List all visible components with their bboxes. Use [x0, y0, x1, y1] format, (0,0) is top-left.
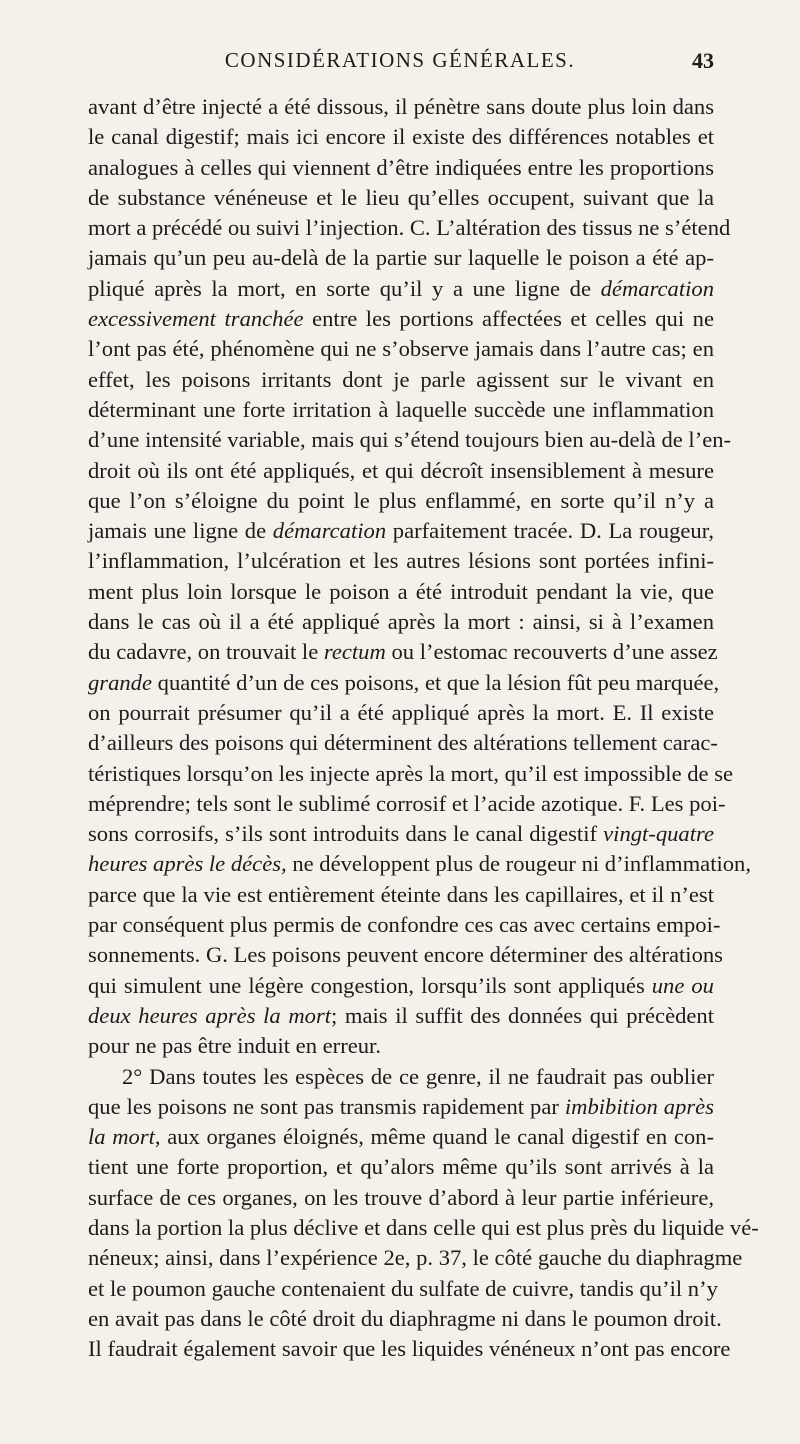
text-segment: qui simulent une légère congestion, lorsqu’ils sont appliqués — [88, 972, 652, 998]
text-segment: effet, les poisons irritants dont je parle agissent sur le vivant en — [88, 366, 714, 392]
text-segment: avant d’être injecté a été dissous, il pénètre sans doute plus loin dans — [88, 94, 714, 119]
page-number: 43 — [692, 48, 714, 73]
text-line — [88, 1274, 718, 1304]
text-segment: ne développent plus de rougeur ni d’inflammation, — [286, 851, 751, 877]
text-line — [88, 213, 731, 243]
italic-text: démarcation — [600, 275, 714, 301]
text-line — [88, 910, 721, 940]
text-segment: tient une forte proportion, et qu’alors même qu’ils sont arrivés à la — [88, 1154, 714, 1180]
text-line — [88, 92, 714, 122]
text-line — [88, 425, 732, 455]
text-line — [88, 607, 714, 637]
text-segment: pour ne pas être induit en erreur. — [88, 1033, 381, 1059]
text-line — [88, 486, 714, 516]
text-segment: jamais une ligne de — [88, 518, 273, 544]
text-segment: méprendre; tels sont le sublimé corrosif et l’acide azotique. F. Les poi- — [88, 790, 726, 816]
text-segment: ment plus loin lorsque le poison a été introduit pendant la vie, que — [88, 578, 714, 604]
text-line — [88, 1243, 743, 1273]
text-segment: d’une intensité variable, mais qui s’étend toujours bien au-delà de l’en- — [88, 427, 732, 453]
text-line — [88, 940, 723, 970]
italic-text: imbibition après — [564, 1093, 714, 1119]
text-line — [88, 728, 718, 758]
text-line — [88, 819, 714, 849]
text-line — [88, 1304, 722, 1334]
text-line — [88, 1334, 731, 1364]
italic-text: deux heures après la mort — [88, 1002, 332, 1028]
text-segment: ; mais il suffit des données qui précèdent — [331, 1002, 715, 1028]
text-segment: que les poisons ne sont pas transmis rapidement par — [88, 1093, 565, 1119]
italic-text: heures après le décès, — [88, 851, 287, 877]
text-segment: parfaitement tracée. D. La rougeur, — [386, 518, 714, 544]
italic-text: grande — [88, 669, 153, 695]
text-segment: par conséquent plus permis de confondre ces cas avec certains empoi- — [88, 912, 721, 938]
italic-text: vingt-quatre — [603, 821, 714, 847]
text-segment: droit où ils ont été appliqués, et qui décroît insensiblement à mesure — [88, 457, 714, 483]
italic-text: une ou — [651, 972, 714, 998]
text-segment: on pourrait présumer qu’il a été appliqué après la mort. E. Il existe — [88, 699, 714, 725]
text-segment: entre les portions affectées et celles qui ne — [303, 306, 714, 332]
text-line — [88, 698, 714, 728]
text-segment: jamais qu’un peu au-delà de la partie sur laquelle le poison a été ap- — [88, 245, 714, 271]
text-line — [88, 334, 714, 364]
text-line — [88, 395, 714, 425]
text-segment: l’inflammation, l’ulcération et les autres lésions sont portées infini- — [88, 548, 714, 574]
text-segment: de substance vénéneuse et le lieu qu’elles occupent, suivant que la — [88, 184, 714, 210]
text-segment: quantité d’un de ces poisons, et que la lésion fût peu marquée, — [152, 669, 720, 695]
text-segment: l’ont pas été, phénomène qui ne s’observe jamais dans l’autre cas; en — [88, 336, 714, 362]
text-segment: sons corrosifs, s’ils sont introduits dans le canal digestif — [88, 821, 604, 847]
text-line — [88, 668, 720, 698]
text-line — [88, 1152, 714, 1182]
italic-text: la mort — [88, 1124, 155, 1150]
text-line — [88, 789, 726, 819]
text-line — [88, 1122, 714, 1152]
text-line — [88, 1092, 714, 1122]
running-head: CONSIDÉRATIONS GÉNÉRALES. — [224, 48, 576, 72]
text-segment: surface de ces organes, on les trouve d’abord à leur partie inférieure, — [88, 1184, 714, 1210]
italic-text: démarcation — [272, 518, 387, 544]
text-segment: dans la portion la plus déclive et dans celle qui est plus près du liquide vé- — [88, 1214, 759, 1240]
text-line — [88, 122, 714, 152]
text-line — [88, 971, 714, 1001]
text-segment: du cadavre, on trouvait le — [88, 639, 324, 665]
text-line — [88, 849, 751, 879]
italic-text: rectum — [323, 639, 386, 665]
text-line — [88, 365, 714, 395]
page-header — [0, 48, 800, 84]
text-segment: que l’on s’éloigne du point le plus enflammé, en sorte qu’il n’y a — [88, 487, 714, 513]
text-segment: néneux; ainsi, dans l’expérience 2e, p. 37, le côté gauche du diaphragme — [88, 1245, 743, 1271]
text-segment: téristiques lorsqu’on les injecte après la mort, qu’il est impossible de se — [88, 760, 734, 786]
text-segment: analogues à celles qui viennent d’être indiquées entre les proportions — [88, 154, 714, 180]
italic-text: excessivement tranchée — [88, 306, 304, 332]
text-segment: et le poumon gauche contenaient du sulfate de cuivre, tandis qu’il n’y — [88, 1275, 718, 1301]
text-line — [88, 759, 734, 789]
text-line — [88, 1001, 714, 1031]
text-line — [88, 880, 714, 910]
text-segment: en avait pas dans le côté droit du diaphragme ni dans le poumon droit. — [88, 1305, 722, 1331]
text-segment: pliqué après la mort, en sorte qu’il y a une ligne de — [88, 275, 601, 301]
text-line — [88, 153, 714, 183]
text-segment: 2° Dans toutes les espèces de ce genre, il ne faudrait pas oublier — [122, 1063, 714, 1089]
text-segment: parce que la vie est entièrement éteinte dans les capillaires, et il n’est — [88, 881, 714, 907]
text-segment: déterminant une forte irritation à laquelle succède une inflammation — [88, 396, 714, 422]
text-line — [88, 274, 714, 304]
text-line — [88, 637, 718, 667]
text-line — [88, 183, 714, 213]
text-line — [88, 1213, 759, 1243]
text-segment: Il faudrait également savoir que les liquides vénéneux n’ont pas encore — [88, 1336, 731, 1362]
text-segment: le canal digestif; mais ici encore il existe des différences notables et — [88, 124, 714, 150]
text-segment: ou l’estomac recouverts d’une assez — [385, 639, 718, 665]
text-line — [88, 243, 714, 273]
text-line — [88, 546, 714, 576]
text-line — [88, 516, 714, 546]
text-segment: mort a précédé ou suivi l’injection. C. L’altération des tissus ne s’étend — [88, 215, 731, 241]
text-line — [88, 304, 714, 334]
text-segment: dans le cas où il a été appliqué après la mort : ainsi, si à l’examen — [88, 609, 714, 635]
text-segment: sonnements. G. Les poisons peuvent encore déterminer des altérations — [88, 942, 723, 968]
text-line — [88, 1062, 714, 1092]
text-segment: d’ailleurs des poisons qui déterminent des altérations tellement carac- — [88, 730, 718, 756]
text-line — [88, 456, 714, 486]
body-text — [88, 92, 759, 1364]
text-line — [88, 1183, 714, 1213]
text-segment: , aux organes éloignés, même quand le canal digestif en con- — [154, 1124, 714, 1150]
text-line — [88, 577, 714, 607]
text-line — [88, 1031, 714, 1061]
